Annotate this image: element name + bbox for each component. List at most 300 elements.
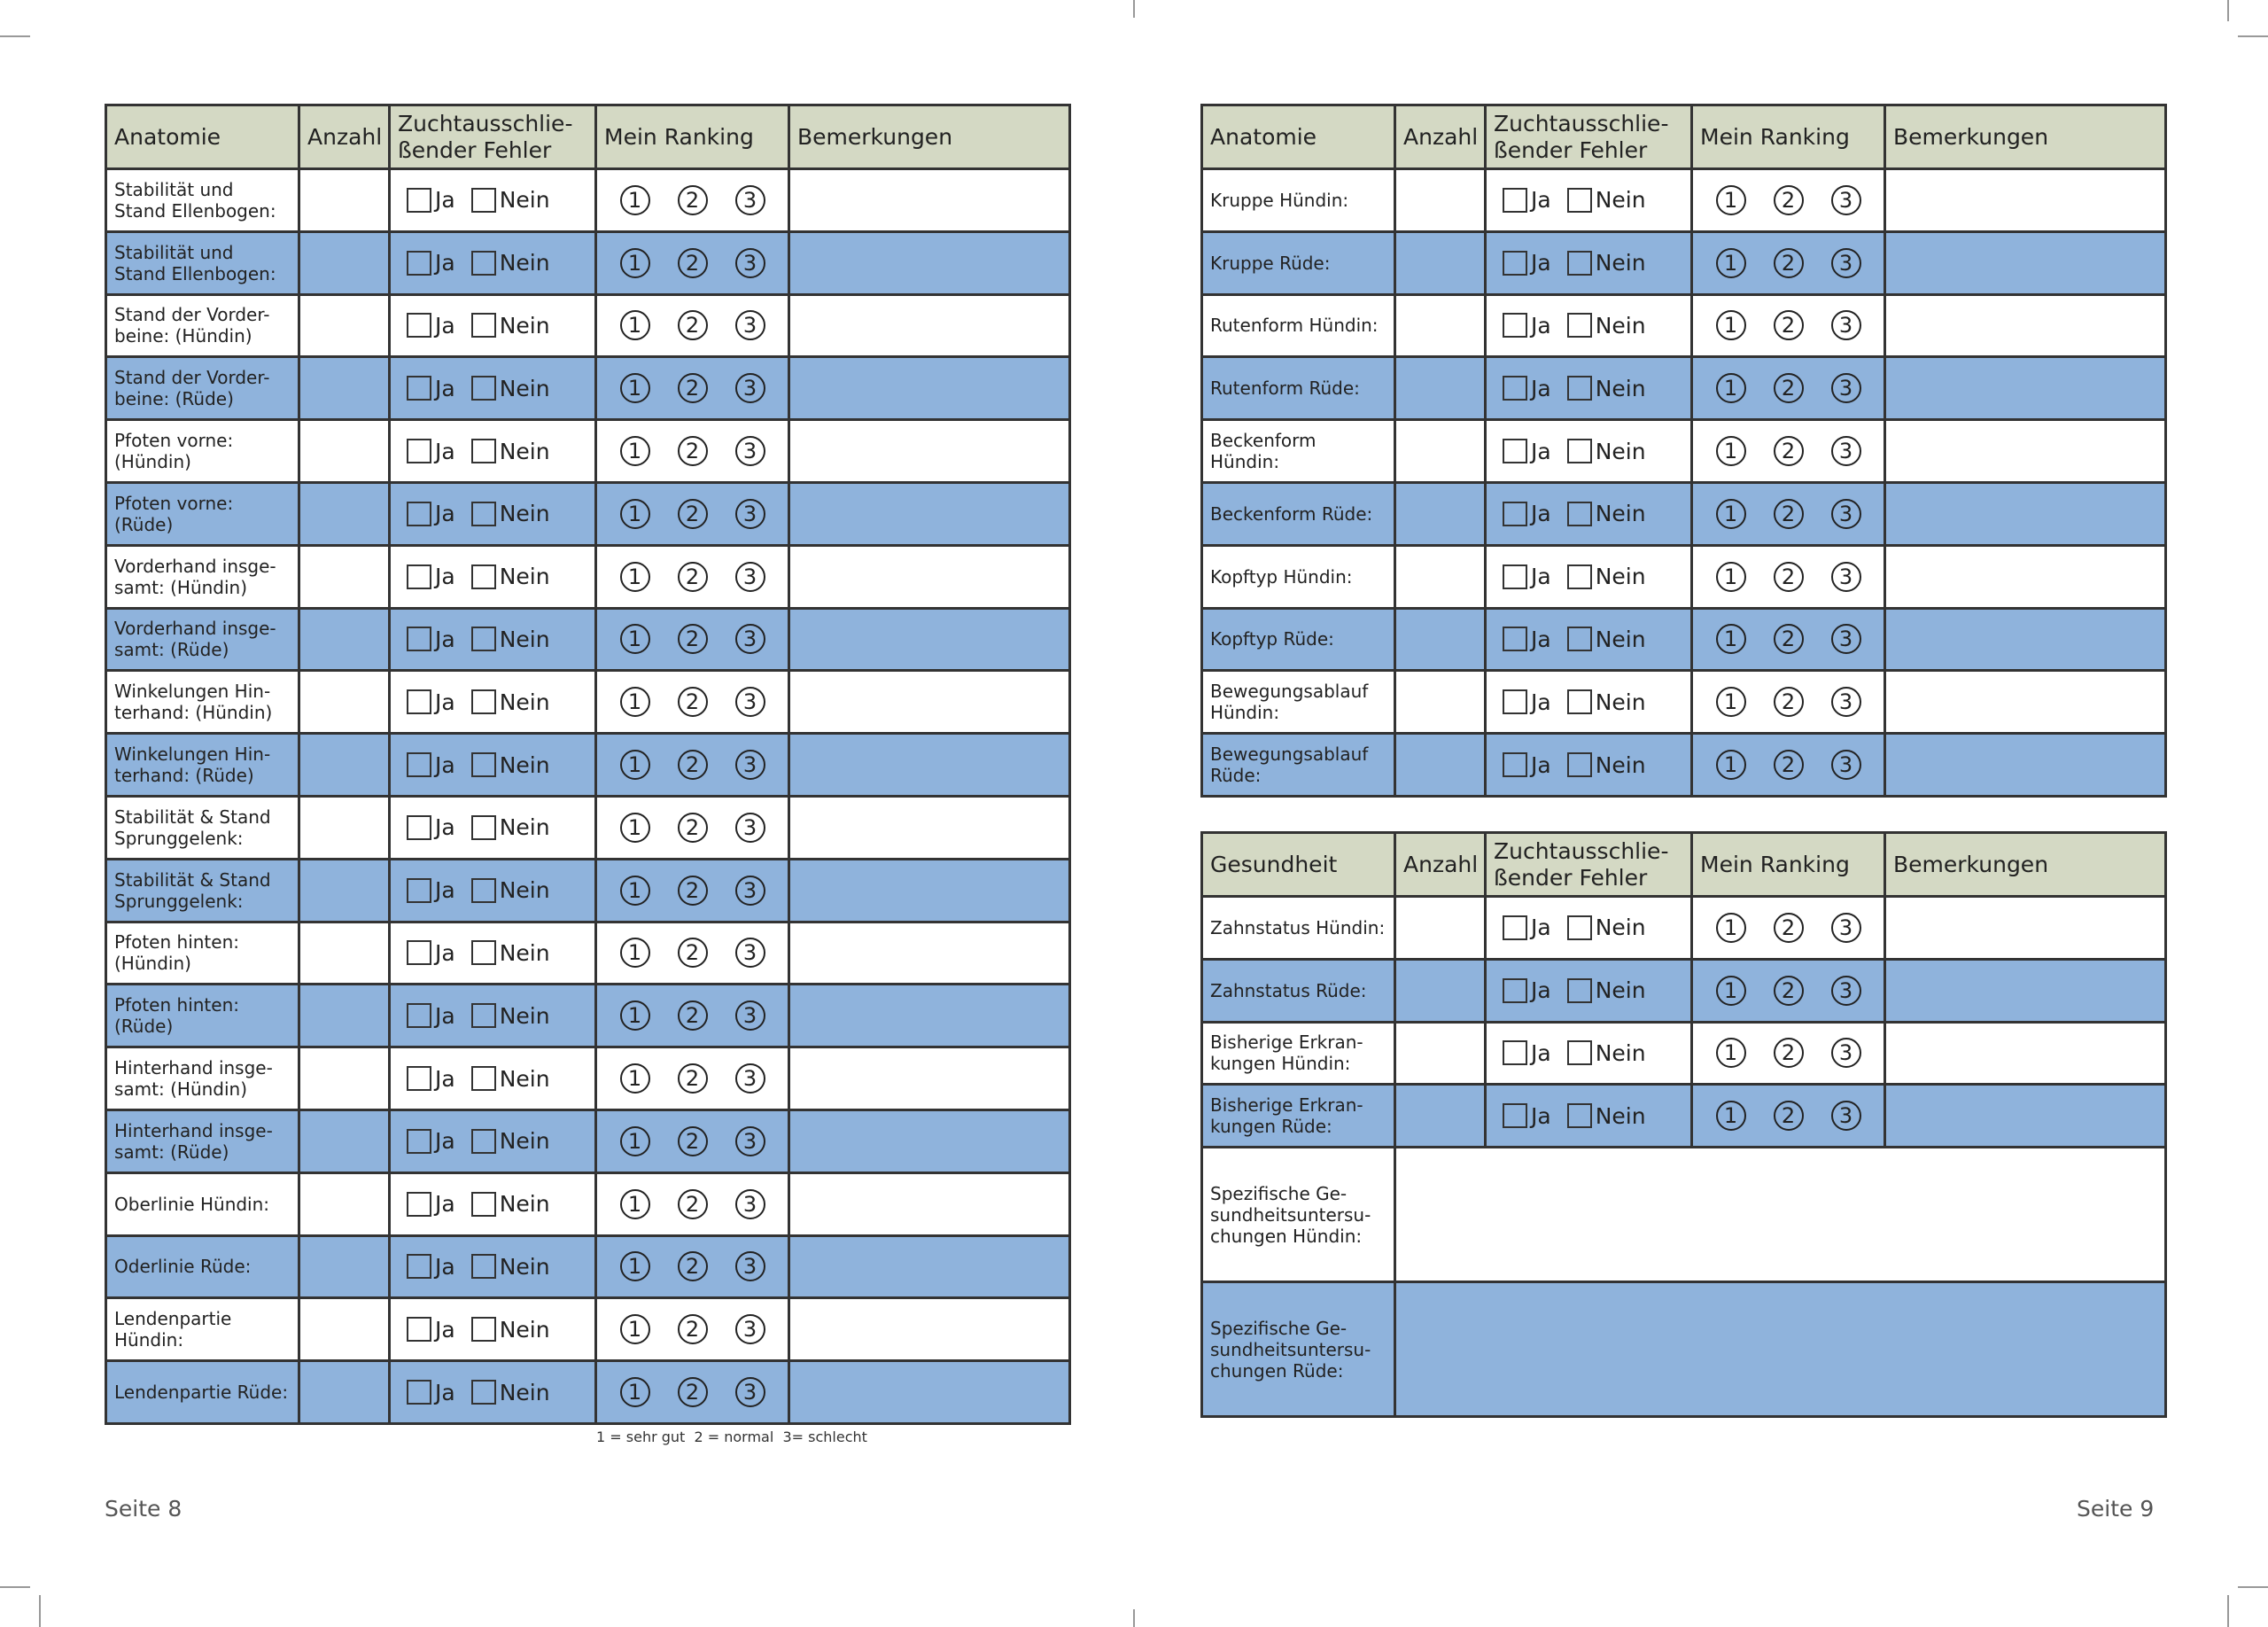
ranking-option-3[interactable]: 3 xyxy=(1831,310,1861,340)
bemerkungen-cell[interactable] xyxy=(1885,1022,2166,1085)
anzahl-cell[interactable] xyxy=(1395,897,1486,960)
yes-checkbox[interactable] xyxy=(1503,978,1527,1003)
col-header-bemerkungen: Bemerkungen xyxy=(1885,105,2166,169)
anzahl-cell[interactable] xyxy=(299,1235,390,1298)
no-checkbox[interactable] xyxy=(471,376,496,401)
bemerkungen-cell[interactable] xyxy=(1885,420,2166,483)
yes-checkbox[interactable] xyxy=(407,188,431,213)
anzahl-cell[interactable] xyxy=(299,1172,390,1235)
anzahl-cell[interactable] xyxy=(299,859,390,922)
breeding-fault-cell xyxy=(1486,608,1692,671)
yes-checkbox[interactable] xyxy=(1503,502,1527,526)
ranking-option-3[interactable]: 3 xyxy=(735,310,765,340)
ranking-option-2[interactable]: 2 xyxy=(678,562,708,592)
ranking-legend: 1 = sehr gut 2 = normal 3= schlecht xyxy=(596,1428,867,1445)
row-label: Pfoten hinten: (Hündin) xyxy=(106,922,299,985)
col-header-bemerkungen: Bemerkungen xyxy=(1885,833,2166,897)
no-checkbox[interactable] xyxy=(471,1003,496,1028)
bemerkungen-cell[interactable] xyxy=(789,1047,1070,1110)
bemerkungen-cell[interactable] xyxy=(1885,231,2166,294)
anzahl-cell[interactable] xyxy=(1395,734,1486,797)
ranking-option-1[interactable]: 1 xyxy=(620,310,650,340)
ranking-option-2[interactable]: 2 xyxy=(678,373,708,403)
anzahl-cell[interactable] xyxy=(299,1047,390,1110)
yes-checkbox[interactable] xyxy=(1503,915,1527,940)
ranking-option-1[interactable]: 1 xyxy=(620,185,650,215)
ranking-option-2[interactable]: 2 xyxy=(1774,624,1804,654)
ranking-option-3[interactable]: 3 xyxy=(1831,499,1861,529)
ranking-option-3[interactable]: 3 xyxy=(735,1063,765,1094)
yes-checkbox[interactable] xyxy=(407,1192,431,1217)
ranking-option-2[interactable]: 2 xyxy=(1774,1101,1804,1131)
ranking-option-3[interactable]: 3 xyxy=(735,750,765,780)
anzahl-cell[interactable] xyxy=(1395,357,1486,420)
ranking-option-3[interactable]: 3 xyxy=(735,562,765,592)
ranking-option-1[interactable]: 1 xyxy=(620,1377,650,1407)
no-checkbox[interactable] xyxy=(1567,1103,1592,1128)
ranking-option-1[interactable]: 1 xyxy=(1716,248,1746,278)
ranking-option-1[interactable]: 1 xyxy=(1716,185,1746,215)
ranking-option-1[interactable]: 1 xyxy=(620,499,650,529)
bemerkungen-cell[interactable] xyxy=(789,545,1070,608)
anzahl-cell[interactable] xyxy=(1395,608,1486,671)
ranking-option-3[interactable]: 3 xyxy=(735,248,765,278)
anzahl-cell[interactable] xyxy=(1395,959,1486,1022)
ranking-cell xyxy=(596,169,789,232)
ranking-option-3[interactable]: 3 xyxy=(735,1251,765,1281)
ranking-option-3[interactable]: 3 xyxy=(735,1126,765,1156)
yes-checkbox[interactable] xyxy=(407,439,431,463)
no-checkbox[interactable] xyxy=(471,564,496,589)
yes-checkbox[interactable] xyxy=(1503,689,1527,714)
ranking-option-2[interactable]: 2 xyxy=(678,1314,708,1344)
bemerkungen-cell[interactable] xyxy=(1885,671,2166,734)
ranking-option-1[interactable]: 1 xyxy=(620,750,650,780)
no-checkbox[interactable] xyxy=(1567,1040,1592,1065)
ranking-option-3[interactable]: 3 xyxy=(735,876,765,906)
ranking-option-1[interactable]: 1 xyxy=(620,436,650,466)
ranking-option-1[interactable]: 1 xyxy=(1716,373,1746,403)
bemerkungen-cell[interactable] xyxy=(1885,545,2166,608)
breeding-fault-cell xyxy=(390,1298,596,1361)
ranking-option-3[interactable]: 3 xyxy=(735,938,765,968)
no-checkbox[interactable] xyxy=(1567,752,1592,777)
ranking-option-3[interactable]: 3 xyxy=(735,185,765,215)
no-label: Nein xyxy=(1595,977,1646,1004)
yes-checkbox[interactable] xyxy=(1503,1103,1527,1128)
yes-checkbox[interactable] xyxy=(407,1380,431,1405)
ranking-option-1[interactable]: 1 xyxy=(1716,1038,1746,1068)
bemerkungen-cell[interactable] xyxy=(789,420,1070,483)
no-checkbox[interactable] xyxy=(471,627,496,651)
table-row xyxy=(106,671,1070,734)
bemerkungen-cell[interactable] xyxy=(789,231,1070,294)
bemerkungen-cell[interactable] xyxy=(1885,734,2166,797)
yes-checkbox[interactable] xyxy=(407,627,431,651)
anzahl-cell[interactable] xyxy=(1395,1085,1486,1148)
anzahl-cell[interactable] xyxy=(1395,545,1486,608)
yes-checkbox[interactable] xyxy=(407,689,431,714)
no-checkbox[interactable] xyxy=(471,439,496,463)
ranking-option-1[interactable]: 1 xyxy=(620,1189,650,1219)
ranking-option-1[interactable]: 1 xyxy=(1716,310,1746,340)
bemerkungen-cell[interactable] xyxy=(789,1235,1070,1298)
breeding-fault-cell xyxy=(1486,231,1692,294)
ranking-option-1[interactable]: 1 xyxy=(620,813,650,843)
row-label: Bewegungsablauf Rüde: xyxy=(1202,734,1395,797)
yes-checkbox[interactable] xyxy=(407,1254,431,1279)
bemerkungen-cell[interactable] xyxy=(789,922,1070,985)
ranking-cell xyxy=(596,922,789,985)
crop-mark xyxy=(0,1586,30,1588)
no-checkbox[interactable] xyxy=(1567,502,1592,526)
yes-label: Ja xyxy=(1531,1039,1551,1066)
no-checkbox[interactable] xyxy=(471,1254,496,1279)
yes-checkbox[interactable] xyxy=(407,251,431,276)
ranking-cell xyxy=(596,1361,789,1424)
bemerkungen-cell[interactable] xyxy=(789,1172,1070,1235)
bemerkungen-cell[interactable] xyxy=(789,482,1070,545)
table-row xyxy=(106,1361,1070,1424)
no-checkbox[interactable] xyxy=(471,752,496,777)
ranking-option-1[interactable]: 1 xyxy=(1716,499,1746,529)
ranking-option-3[interactable]: 3 xyxy=(1831,185,1861,215)
anzahl-cell[interactable] xyxy=(299,796,390,859)
no-checkbox[interactable] xyxy=(1567,627,1592,651)
ranking-option-2[interactable]: 2 xyxy=(678,1063,708,1094)
ranking-option-1[interactable]: 1 xyxy=(1716,624,1746,654)
table-row xyxy=(1202,608,2166,671)
no-checkbox[interactable] xyxy=(1567,978,1592,1003)
ranking-option-2[interactable]: 2 xyxy=(1774,913,1804,943)
anzahl-cell[interactable] xyxy=(299,1298,390,1361)
yes-checkbox[interactable] xyxy=(1503,439,1527,463)
ranking-cell xyxy=(1692,608,1885,671)
yes-checkbox[interactable] xyxy=(407,376,431,401)
no-checkbox[interactable] xyxy=(471,1129,496,1154)
yes-checkbox[interactable] xyxy=(1503,1040,1527,1065)
bemerkungen-cell[interactable] xyxy=(789,294,1070,357)
ranking-option-2[interactable]: 2 xyxy=(678,624,708,654)
row-label: Stabilität & Stand Sprunggelenk: xyxy=(106,859,299,922)
anzahl-cell[interactable] xyxy=(1395,169,1486,232)
bemerkungen-cell[interactable] xyxy=(789,169,1070,232)
ranking-option-2[interactable]: 2 xyxy=(1774,750,1804,780)
bemerkungen-cell[interactable] xyxy=(789,985,1070,1047)
table-row xyxy=(106,1047,1070,1110)
ranking-option-3[interactable]: 3 xyxy=(1831,373,1861,403)
ranking-option-2[interactable]: 2 xyxy=(678,813,708,843)
no-label: Nein xyxy=(499,501,550,527)
ranking-option-1[interactable]: 1 xyxy=(620,938,650,968)
anzahl-cell[interactable] xyxy=(299,608,390,671)
no-checkbox[interactable] xyxy=(471,1192,496,1217)
breeding-fault-cell xyxy=(390,169,596,232)
anzahl-cell[interactable] xyxy=(299,231,390,294)
anzahl-cell[interactable] xyxy=(299,922,390,985)
ranking-option-2[interactable]: 2 xyxy=(1774,185,1804,215)
ranking-option-3[interactable]: 3 xyxy=(735,436,765,466)
ranking-option-3[interactable]: 3 xyxy=(735,499,765,529)
ranking-option-2[interactable]: 2 xyxy=(1774,1038,1804,1068)
ranking-option-1[interactable]: 1 xyxy=(1716,750,1746,780)
no-checkbox[interactable] xyxy=(471,1066,496,1091)
ranking-option-3[interactable]: 3 xyxy=(735,373,765,403)
ranking-option-3[interactable]: 3 xyxy=(1831,624,1861,654)
yes-checkbox[interactable] xyxy=(407,752,431,777)
yes-checkbox[interactable] xyxy=(1503,188,1527,213)
yes-checkbox[interactable] xyxy=(407,1003,431,1028)
ranking-option-3[interactable]: 3 xyxy=(735,1000,765,1031)
ranking-option-2[interactable]: 2 xyxy=(678,185,708,215)
yes-label: Ja xyxy=(435,375,455,401)
ranking-option-1[interactable]: 1 xyxy=(620,876,650,906)
ranking-option-2[interactable]: 2 xyxy=(678,687,708,717)
no-label: Nein xyxy=(1595,187,1646,214)
yes-label: Ja xyxy=(1531,689,1551,715)
ranking-option-1[interactable]: 1 xyxy=(620,562,650,592)
no-checkbox[interactable] xyxy=(471,878,496,903)
yes-checkbox[interactable] xyxy=(407,815,431,840)
no-checkbox[interactable] xyxy=(471,1317,496,1342)
ranking-option-1[interactable]: 1 xyxy=(620,373,650,403)
no-label: Nein xyxy=(499,1379,550,1405)
no-checkbox[interactable] xyxy=(471,940,496,965)
no-checkbox[interactable] xyxy=(471,251,496,276)
ranking-option-3[interactable]: 3 xyxy=(735,687,765,717)
anzahl-cell[interactable] xyxy=(1395,482,1486,545)
ranking-option-3[interactable]: 3 xyxy=(735,1377,765,1407)
ranking-option-2[interactable]: 2 xyxy=(1774,499,1804,529)
ranking-option-1[interactable]: 1 xyxy=(620,1000,650,1031)
yes-checkbox[interactable] xyxy=(1503,313,1527,338)
no-checkbox[interactable] xyxy=(471,689,496,714)
bemerkungen-cell[interactable] xyxy=(1885,294,2166,357)
anzahl-cell[interactable] xyxy=(1395,420,1486,483)
row-label: Spezifische Ge- sundheitsuntersu- chungen Rüde: xyxy=(1202,1282,1395,1417)
bemerkungen-cell[interactable] xyxy=(1885,482,2166,545)
no-checkbox[interactable] xyxy=(471,815,496,840)
yes-label: Ja xyxy=(435,1128,455,1155)
ranking-option-3[interactable]: 3 xyxy=(1831,1101,1861,1131)
ranking-option-3[interactable]: 3 xyxy=(735,813,765,843)
row-label: Pfoten hinten: (Rüde) xyxy=(106,985,299,1047)
no-checkbox[interactable] xyxy=(1567,915,1592,940)
ranking-option-1[interactable]: 1 xyxy=(1716,687,1746,717)
table-row xyxy=(106,482,1070,545)
yes-checkbox[interactable] xyxy=(407,1129,431,1154)
ranking-option-2[interactable]: 2 xyxy=(678,876,708,906)
no-checkbox[interactable] xyxy=(1567,439,1592,463)
ranking-option-1[interactable]: 1 xyxy=(1716,436,1746,466)
bemerkungen-cell[interactable] xyxy=(789,796,1070,859)
ranking-option-3[interactable]: 3 xyxy=(1831,248,1861,278)
ranking-option-1[interactable]: 1 xyxy=(620,248,650,278)
ranking-option-2[interactable]: 2 xyxy=(1774,310,1804,340)
yes-label: Ja xyxy=(435,564,455,590)
ranking-option-2[interactable]: 2 xyxy=(678,1189,708,1219)
ranking-option-1[interactable]: 1 xyxy=(1716,913,1746,943)
ranking-option-2[interactable]: 2 xyxy=(1774,436,1804,466)
crop-mark xyxy=(2238,35,2268,37)
table-row xyxy=(1202,1148,2166,1282)
ranking-option-3[interactable]: 3 xyxy=(1831,687,1861,717)
breeding-fault-cell xyxy=(390,357,596,420)
ranking-option-1[interactable]: 1 xyxy=(620,1126,650,1156)
no-checkbox[interactable] xyxy=(1567,689,1592,714)
yes-checkbox[interactable] xyxy=(407,564,431,589)
ranking-option-3[interactable]: 3 xyxy=(735,624,765,654)
col-header-zuchtausschluss: Zuchtausschlie- ßender Fehler xyxy=(390,105,596,169)
ranking-option-1[interactable]: 1 xyxy=(1716,562,1746,592)
ranking-option-1[interactable]: 1 xyxy=(620,1314,650,1344)
no-label: Nein xyxy=(499,1316,550,1343)
anzahl-cell[interactable] xyxy=(299,357,390,420)
no-checkbox[interactable] xyxy=(1567,188,1592,213)
breeding-fault-cell xyxy=(390,482,596,545)
no-checkbox[interactable] xyxy=(1567,313,1592,338)
ranking-option-2[interactable]: 2 xyxy=(1774,562,1804,592)
ranking-option-3[interactable]: 3 xyxy=(1831,750,1861,780)
anatomy-table-body xyxy=(1202,169,2166,797)
anzahl-cell[interactable] xyxy=(1395,231,1486,294)
ranking-option-3[interactable]: 3 xyxy=(1831,976,1861,1006)
breeding-fault-cell xyxy=(1486,545,1692,608)
no-checkbox[interactable] xyxy=(1567,376,1592,401)
bemerkungen-cell[interactable] xyxy=(789,1361,1070,1424)
ranking-option-2[interactable]: 2 xyxy=(678,248,708,278)
health-exam-notes-cell[interactable] xyxy=(1395,1148,2166,1282)
bemerkungen-cell[interactable] xyxy=(789,357,1070,420)
yes-checkbox[interactable] xyxy=(1503,752,1527,777)
yes-checkbox[interactable] xyxy=(1503,251,1527,276)
yes-checkbox[interactable] xyxy=(407,313,431,338)
ranking-option-3[interactable]: 3 xyxy=(1831,436,1861,466)
anzahl-cell[interactable] xyxy=(299,1109,390,1172)
yes-checkbox[interactable] xyxy=(407,940,431,965)
no-checkbox[interactable] xyxy=(1567,251,1592,276)
bemerkungen-cell[interactable] xyxy=(1885,608,2166,671)
ranking-cell xyxy=(596,1235,789,1298)
row-label: Vorderhand insge- samt: (Hündin) xyxy=(106,545,299,608)
breeding-fault-cell xyxy=(390,796,596,859)
table-row xyxy=(1202,1022,2166,1085)
ranking-option-2[interactable]: 2 xyxy=(678,310,708,340)
anzahl-cell[interactable] xyxy=(1395,1022,1486,1085)
no-checkbox[interactable] xyxy=(471,1380,496,1405)
ranking-option-2[interactable]: 2 xyxy=(1774,373,1804,403)
anzahl-cell[interactable] xyxy=(299,482,390,545)
anatomy-table-right xyxy=(1200,104,2167,798)
ranking-option-2[interactable]: 2 xyxy=(678,938,708,968)
anzahl-cell[interactable] xyxy=(299,545,390,608)
no-checkbox[interactable] xyxy=(471,502,496,526)
ranking-option-3[interactable]: 3 xyxy=(735,1189,765,1219)
no-label: Nein xyxy=(1595,501,1646,527)
ranking-option-2[interactable]: 2 xyxy=(678,1251,708,1281)
health-exam-notes-cell[interactable] xyxy=(1395,1282,2166,1417)
yes-label: Ja xyxy=(1531,1102,1551,1129)
no-label: Nein xyxy=(1595,1039,1646,1066)
no-checkbox[interactable] xyxy=(471,188,496,213)
anzahl-cell[interactable] xyxy=(299,294,390,357)
ranking-option-1[interactable]: 1 xyxy=(1716,976,1746,1006)
ranking-option-1[interactable]: 1 xyxy=(620,624,650,654)
yes-label: Ja xyxy=(435,187,455,214)
yes-checkbox[interactable] xyxy=(407,878,431,903)
bemerkungen-cell[interactable] xyxy=(789,671,1070,734)
ranking-option-1[interactable]: 1 xyxy=(620,1063,650,1094)
bemerkungen-cell[interactable] xyxy=(1885,169,2166,232)
bemerkungen-cell[interactable] xyxy=(789,859,1070,922)
no-checkbox[interactable] xyxy=(471,313,496,338)
ranking-option-2[interactable]: 2 xyxy=(1774,976,1804,1006)
table-row xyxy=(1202,482,2166,545)
ranking-option-1[interactable]: 1 xyxy=(620,1251,650,1281)
yes-checkbox[interactable] xyxy=(407,1066,431,1091)
anzahl-cell[interactable] xyxy=(299,169,390,232)
row-label: Winkelungen Hin- terhand: (Hündin) xyxy=(106,671,299,734)
bemerkungen-cell[interactable] xyxy=(1885,1085,2166,1148)
ranking-cell xyxy=(1692,169,1885,232)
yes-checkbox[interactable] xyxy=(407,1317,431,1342)
yes-checkbox[interactable] xyxy=(1503,376,1527,401)
ranking-option-3[interactable]: 3 xyxy=(1831,1038,1861,1068)
ranking-option-3[interactable]: 3 xyxy=(1831,562,1861,592)
bemerkungen-cell[interactable] xyxy=(789,608,1070,671)
bemerkungen-cell[interactable] xyxy=(789,734,1070,797)
table-row xyxy=(1202,671,2166,734)
anzahl-cell[interactable] xyxy=(299,1361,390,1424)
anzahl-cell[interactable] xyxy=(299,671,390,734)
bemerkungen-cell[interactable] xyxy=(789,1298,1070,1361)
anzahl-cell[interactable] xyxy=(299,420,390,483)
anzahl-cell[interactable] xyxy=(1395,671,1486,734)
yes-checkbox[interactable] xyxy=(1503,564,1527,589)
row-label: Beckenform Hündin: xyxy=(1202,420,1395,483)
yes-label: Ja xyxy=(1531,915,1551,941)
ranking-option-2[interactable]: 2 xyxy=(1774,687,1804,717)
yes-label: Ja xyxy=(435,689,455,715)
col-header-anzahl: Anzahl xyxy=(1395,833,1486,897)
ranking-option-3[interactable]: 3 xyxy=(735,1314,765,1344)
no-checkbox[interactable] xyxy=(1567,564,1592,589)
ranking-option-3[interactable]: 3 xyxy=(1831,913,1861,943)
ranking-option-2[interactable]: 2 xyxy=(1774,248,1804,278)
table-row xyxy=(1202,545,2166,608)
anzahl-cell[interactable] xyxy=(299,985,390,1047)
ranking-option-2[interactable]: 2 xyxy=(678,1126,708,1156)
bemerkungen-cell[interactable] xyxy=(1885,959,2166,1022)
anzahl-cell[interactable] xyxy=(299,734,390,797)
ranking-option-1[interactable]: 1 xyxy=(620,687,650,717)
ranking-option-2[interactable]: 2 xyxy=(678,1377,708,1407)
yes-checkbox[interactable] xyxy=(407,502,431,526)
row-label: Oberlinie Hündin: xyxy=(106,1172,299,1235)
bemerkungen-cell[interactable] xyxy=(789,1109,1070,1172)
ranking-option-2[interactable]: 2 xyxy=(678,1000,708,1031)
anzahl-cell[interactable] xyxy=(1395,294,1486,357)
col-header-anatomie: Anatomie xyxy=(1202,105,1395,169)
bemerkungen-cell[interactable] xyxy=(1885,357,2166,420)
ranking-option-2[interactable]: 2 xyxy=(678,499,708,529)
ranking-option-2[interactable]: 2 xyxy=(678,436,708,466)
ranking-option-2[interactable]: 2 xyxy=(678,750,708,780)
bemerkungen-cell[interactable] xyxy=(1885,897,2166,960)
yes-checkbox[interactable] xyxy=(1503,627,1527,651)
no-label: Nein xyxy=(499,814,550,841)
ranking-option-1[interactable]: 1 xyxy=(1716,1101,1746,1131)
